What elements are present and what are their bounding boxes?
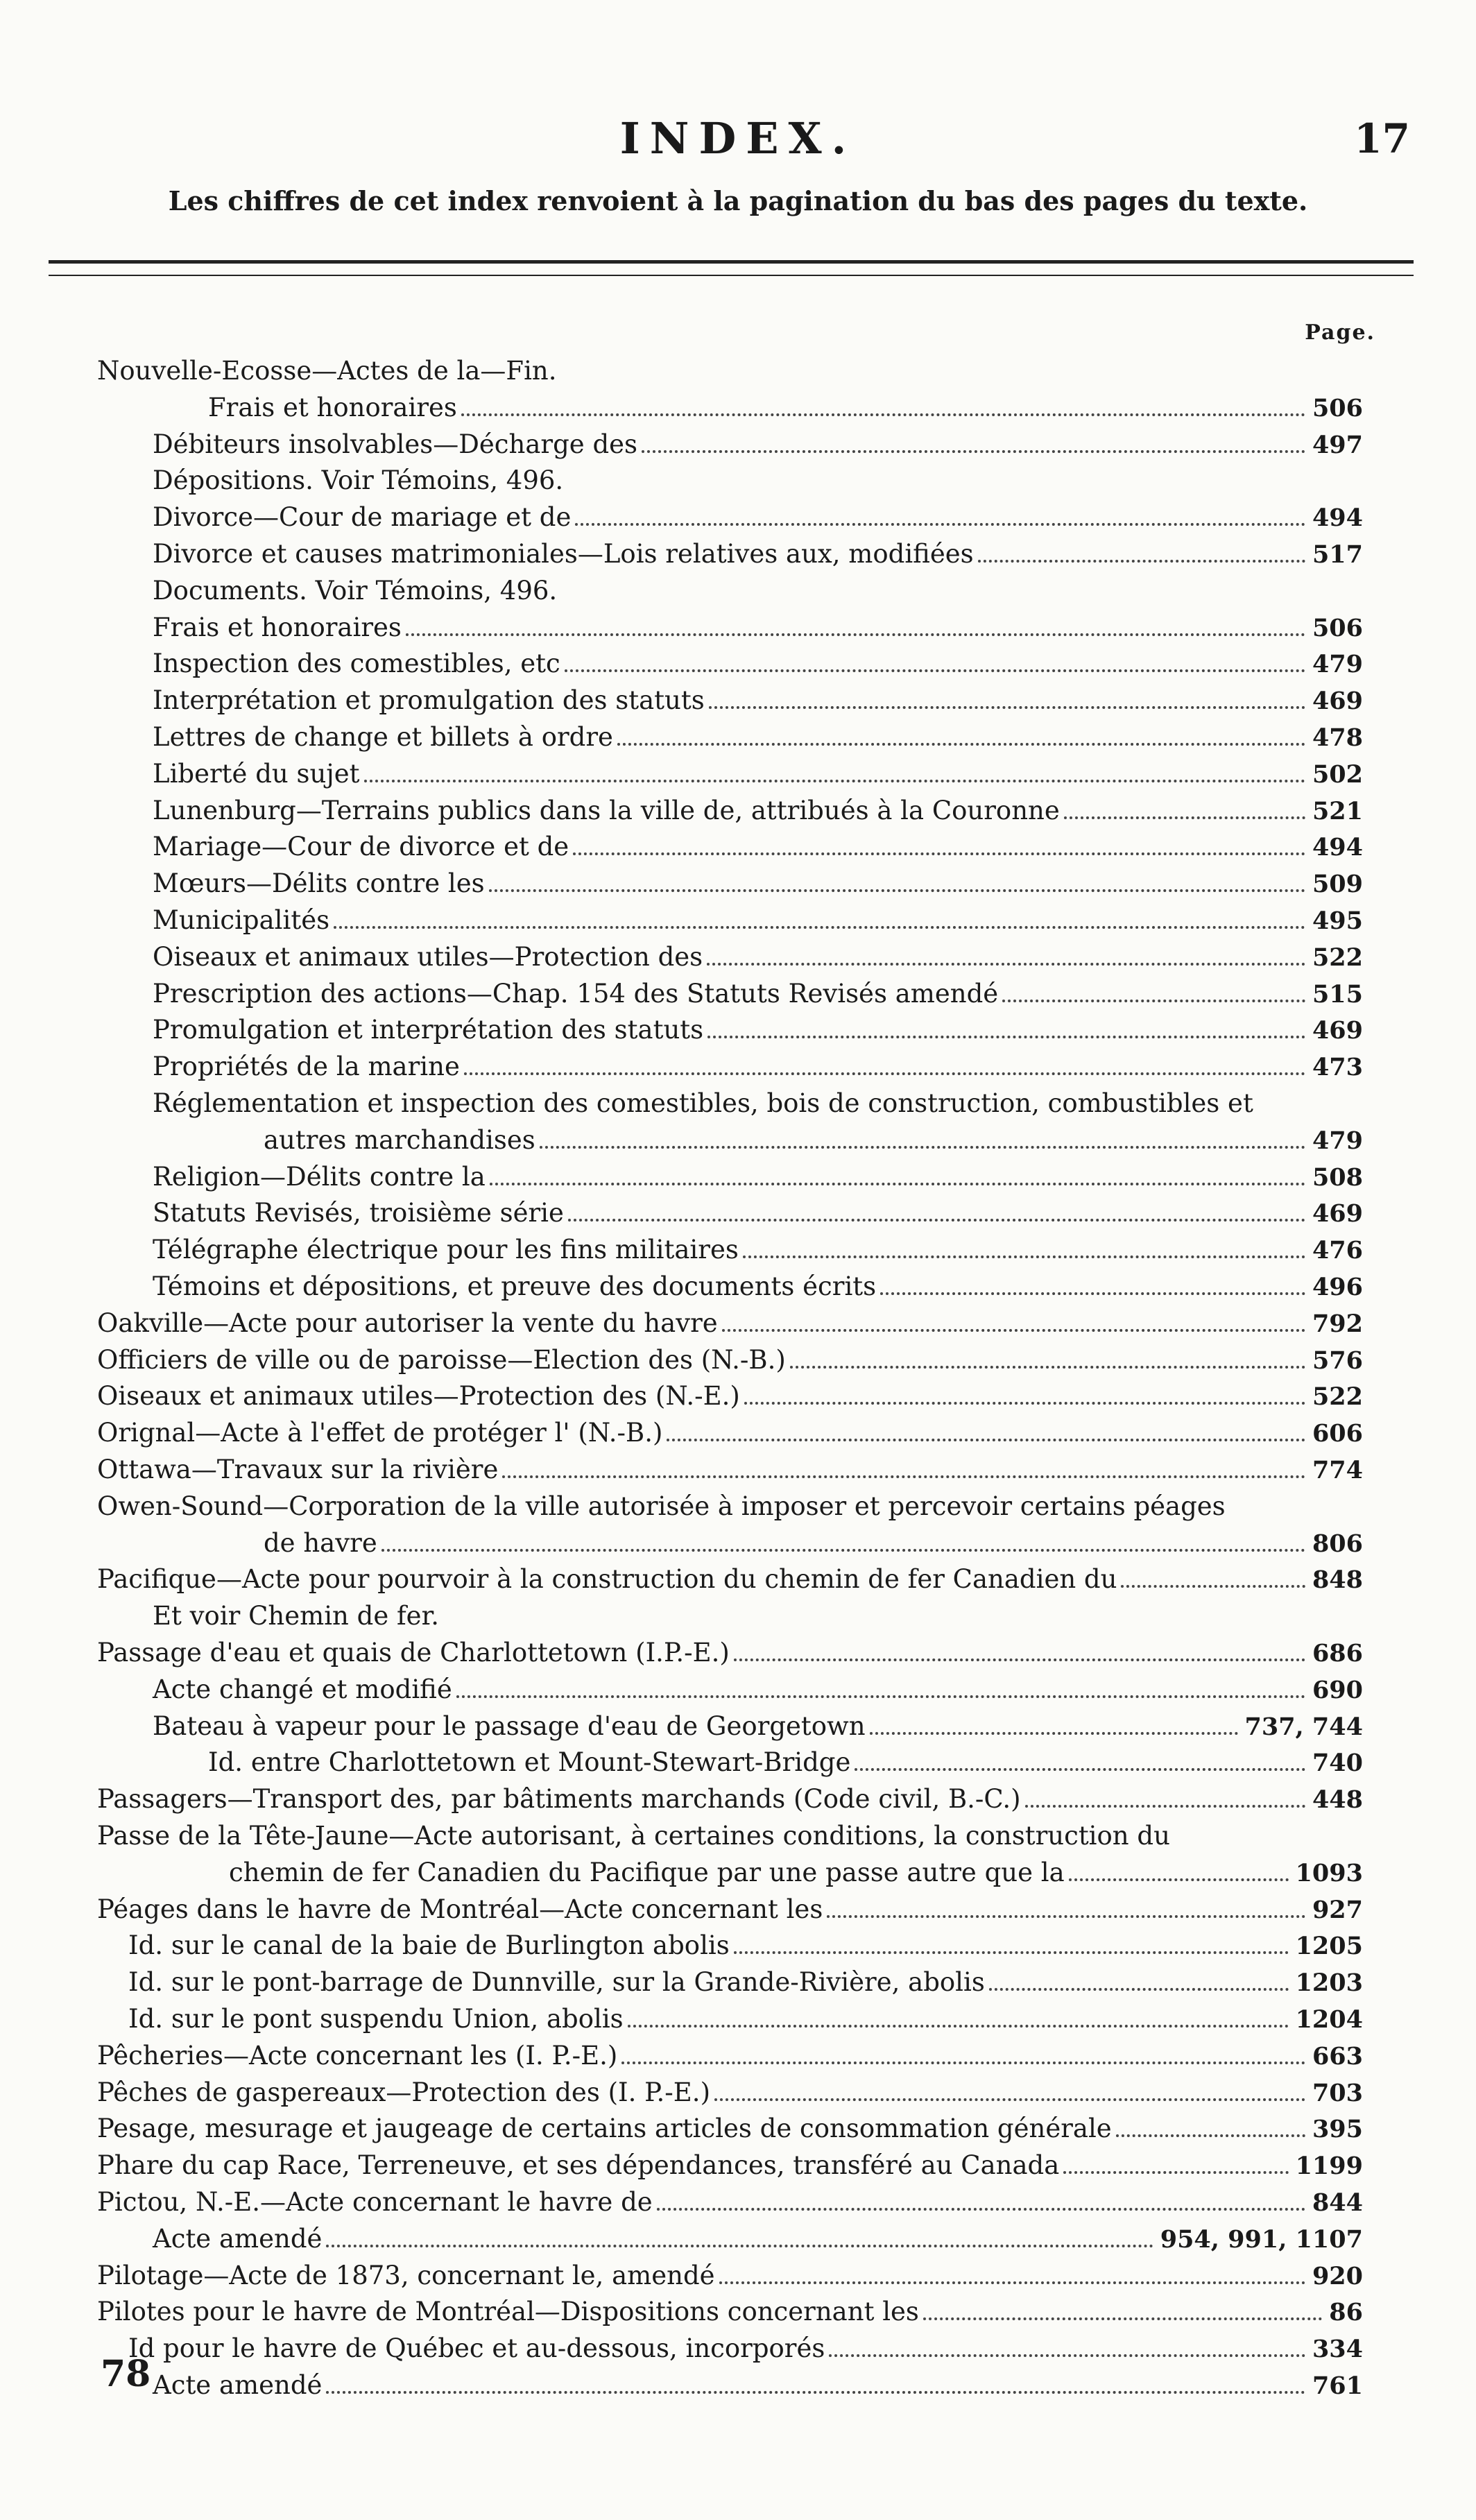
header-rule-thin bbox=[49, 275, 1414, 276]
index-entry-text: Id. sur le pont-barrage de Dunnville, sur la Grande-Rivière, abolis bbox=[128, 1967, 985, 1998]
dot-leader bbox=[364, 780, 1305, 782]
index-entry-page: 690 bbox=[1312, 1675, 1363, 1704]
index-entry-text: Passagers—Transport des, par bâtiments marchands (Code civil, B.-C.) bbox=[97, 1784, 1021, 1815]
index-entry-page: 920 bbox=[1312, 2261, 1363, 2290]
dot-leader bbox=[565, 669, 1305, 672]
index-entry-text: Oakville—Acte pour autoriser la vente du havre bbox=[97, 1308, 718, 1338]
index-entry-page: 469 bbox=[1312, 1016, 1363, 1045]
index-entry-page: 761 bbox=[1312, 2372, 1363, 2400]
index-entry-page: 509 bbox=[1312, 870, 1363, 899]
dot-leader bbox=[744, 1402, 1305, 1405]
index-entry-page: 497 bbox=[1312, 430, 1363, 459]
index-entry-page: 515 bbox=[1312, 979, 1363, 1009]
index-entry-text: Liberté du sujet bbox=[153, 758, 360, 789]
index-entry bbox=[153, 1085, 1363, 1122]
dot-leader bbox=[575, 523, 1305, 526]
dot-leader bbox=[709, 706, 1305, 709]
dot-leader bbox=[568, 1219, 1305, 1222]
dot-leader bbox=[923, 2317, 1322, 2320]
index-entry-page: 496 bbox=[1312, 1273, 1363, 1301]
index-entry-text: Orignal—Acte à l'effet de protéger l' (N.-B.) bbox=[97, 1418, 663, 1448]
index-entry-text: Lettres de change et billets à ordre bbox=[153, 722, 613, 752]
index-entry bbox=[153, 645, 1363, 682]
index-entry-page: 1093 bbox=[1295, 1858, 1363, 1887]
index-entry-text: Inspection des comestibles, etc bbox=[153, 649, 560, 679]
index-entry bbox=[97, 2184, 1363, 2220]
index-entry bbox=[153, 1048, 1363, 1085]
index-entry-page: 473 bbox=[1312, 1053, 1363, 1082]
index-entry-page: 494 bbox=[1312, 504, 1363, 533]
page-number: 17 bbox=[1354, 115, 1410, 162]
index-entry-page: 848 bbox=[1312, 1566, 1363, 1595]
index-entry-text: Municipalités bbox=[153, 905, 330, 935]
index-entry bbox=[97, 2147, 1363, 2184]
index-entry-text: Oiseaux et animaux utiles—Protection des (N.-E.) bbox=[97, 1381, 740, 1412]
index-entry-text: Id. sur le canal de la baie de Burlington abolis bbox=[128, 1930, 730, 1961]
index-entry-text: Religion—Délits contre la bbox=[153, 1161, 486, 1192]
dot-leader bbox=[502, 1475, 1305, 1478]
dot-leader bbox=[461, 413, 1305, 416]
dot-leader bbox=[490, 1183, 1305, 1185]
index-entry bbox=[153, 975, 1363, 1012]
index-entry bbox=[153, 719, 1363, 755]
dot-leader bbox=[1025, 1805, 1305, 1808]
index-entry-page: 927 bbox=[1312, 1895, 1363, 1924]
index-entry-page: 508 bbox=[1312, 1163, 1363, 1192]
index-entry-text: Pilotage—Acte de 1873, concernant le, amendé bbox=[97, 2260, 715, 2290]
index-entry-page: 476 bbox=[1312, 1236, 1363, 1265]
index-entry bbox=[153, 426, 1363, 463]
index-entry bbox=[153, 2367, 1363, 2403]
index-entry-page: 1205 bbox=[1295, 1932, 1363, 1961]
index-entry-text: Interprétation et promulgation des statuts bbox=[153, 685, 705, 716]
index-entry bbox=[97, 1451, 1363, 1488]
dot-leader bbox=[657, 2208, 1305, 2211]
index-entry-page: 663 bbox=[1312, 2041, 1363, 2071]
index-entry-page: 448 bbox=[1312, 1785, 1363, 1815]
dot-leader bbox=[1002, 1000, 1305, 1002]
index-entry-text: Réglementation et inspection des comestibles, bois de construction, combustibles et bbox=[153, 1088, 1253, 1118]
index-entry bbox=[97, 1342, 1363, 1378]
dot-leader bbox=[381, 1549, 1305, 1552]
index-entry-page: 703 bbox=[1312, 2078, 1363, 2107]
index-entry-page: 469 bbox=[1312, 1199, 1363, 1228]
dot-leader bbox=[464, 1072, 1305, 1075]
index-entry-text: Oiseaux et animaux utiles—Protection des bbox=[153, 941, 703, 972]
index-entry bbox=[97, 2293, 1363, 2330]
dot-leader bbox=[790, 1366, 1305, 1369]
index-entry-text: Acte amendé bbox=[153, 2370, 323, 2400]
index-entry-page: 806 bbox=[1312, 1529, 1363, 1558]
dot-leader bbox=[734, 1951, 1289, 1954]
index-entry bbox=[153, 1708, 1363, 1745]
index-entry bbox=[208, 1744, 1363, 1781]
index-entry bbox=[128, 1964, 1363, 2000]
index-entry bbox=[153, 1158, 1363, 1195]
index-entry-text: Documents. Voir Témoins, 496. bbox=[153, 575, 558, 606]
index-entry bbox=[128, 2330, 1363, 2367]
dot-leader bbox=[456, 1695, 1305, 1698]
index-entry-text: Pesage, mesurage et jaugeage de certains articles de consommation générale bbox=[97, 2114, 1112, 2144]
page-subtitle: Les chiffres de cet index renvoient à la pagination du bas des pages du texte. bbox=[168, 185, 1308, 216]
index-entry bbox=[153, 1597, 1363, 1634]
index-entry-page: 506 bbox=[1312, 393, 1363, 422]
dot-leader bbox=[1064, 816, 1305, 819]
index-entry bbox=[153, 572, 1363, 609]
index-entry bbox=[153, 462, 1363, 499]
index-entry bbox=[97, 1378, 1363, 1414]
index-entry-text: Acte changé et modifié bbox=[153, 1674, 452, 1704]
index-entry-page: 686 bbox=[1312, 1639, 1363, 1668]
index-entry bbox=[97, 2074, 1363, 2111]
index-entry-text: Dépositions. Voir Témoins, 496. bbox=[153, 465, 564, 496]
dot-leader bbox=[617, 743, 1305, 746]
index-entry-text: Prescription des actions—Chap. 154 des Statuts Revisés amendé bbox=[153, 978, 999, 1009]
index-entry-text: Officiers de ville ou de paroisse—Election des (N.-B.) bbox=[97, 1344, 786, 1375]
index-entry bbox=[153, 755, 1363, 792]
dot-leader bbox=[642, 450, 1305, 453]
index-entry bbox=[153, 535, 1363, 572]
index-entry-text: Frais et honoraires bbox=[153, 612, 402, 642]
page-header bbox=[0, 111, 1476, 180]
dot-leader bbox=[628, 2025, 1289, 2028]
index-entry-text: Nouvelle-Ecosse—Actes de la—Fin. bbox=[97, 356, 557, 386]
index-entry-text: Id pour le havre de Québec et au-dessous, incorporés bbox=[128, 2333, 825, 2364]
index-entry bbox=[97, 1305, 1363, 1342]
index-entry bbox=[128, 1927, 1363, 1964]
dot-leader bbox=[1069, 1878, 1289, 1881]
index-entry bbox=[97, 2037, 1363, 2074]
index-entry-text: Frais et honoraires bbox=[208, 392, 457, 422]
dot-leader bbox=[714, 2098, 1305, 2101]
index-entry-text: Pacifique—Acte pour pourvoir à la construction du chemin de fer Canadien du bbox=[97, 1564, 1117, 1595]
index-entry-page: 517 bbox=[1312, 540, 1363, 569]
index-entry-text: Et voir Chemin de fer. bbox=[153, 1601, 439, 1631]
index-entry bbox=[153, 1194, 1363, 1231]
index-entry-text: Mœurs—Délits contre les bbox=[153, 868, 485, 899]
index-entry-text: Lunenburg—Terrains publics dans la ville de, attribués à la Couronne bbox=[153, 795, 1060, 825]
index-entry bbox=[128, 2000, 1363, 2037]
index-entry-text: Id. entre Charlottetown et Mount-Stewart-Bridge bbox=[208, 1747, 851, 1778]
dot-leader bbox=[855, 1768, 1305, 1771]
signature-number: 78 bbox=[101, 2353, 151, 2395]
index-entry bbox=[153, 865, 1363, 902]
index-entry-page: 334 bbox=[1312, 2335, 1363, 2364]
index-entry-page: 737, 744 bbox=[1244, 1712, 1363, 1741]
dot-leader bbox=[540, 1146, 1305, 1149]
index-entry bbox=[153, 1268, 1363, 1305]
dot-leader bbox=[573, 852, 1305, 855]
index-entry-page: 469 bbox=[1312, 687, 1363, 716]
dot-leader bbox=[621, 2062, 1305, 2064]
dot-leader bbox=[734, 1658, 1305, 1661]
dot-leader bbox=[978, 560, 1305, 563]
index-entry-text: Péages dans le havre de Montréal—Acte concernant les bbox=[97, 1894, 823, 1924]
index-entry-page: 844 bbox=[1312, 2188, 1363, 2217]
index-entry-text: Divorce et causes matrimoniales—Lois relatives aux, modifiées bbox=[153, 539, 974, 569]
dot-leader bbox=[722, 1329, 1305, 1332]
dot-leader bbox=[707, 963, 1305, 966]
index-entry bbox=[97, 2257, 1363, 2294]
dot-leader bbox=[719, 2281, 1305, 2284]
dot-leader bbox=[1063, 2171, 1288, 2174]
index-entry bbox=[264, 1525, 1363, 1561]
index-entry-text: Acte amendé bbox=[153, 2223, 323, 2254]
index-entry bbox=[97, 1781, 1363, 1817]
index-entry bbox=[229, 1854, 1363, 1891]
dot-leader bbox=[1116, 2134, 1305, 2137]
index-entry-text: Débiteurs insolvables—Décharge des bbox=[153, 429, 638, 459]
index-entry-text: Promulgation et interprétation des statuts bbox=[153, 1015, 704, 1045]
index-entry bbox=[153, 499, 1363, 535]
index-entry-text: Propriétés de la marine bbox=[153, 1052, 460, 1082]
index-entry-page: 1203 bbox=[1295, 1969, 1363, 1998]
index-entry-page: 1199 bbox=[1295, 2152, 1363, 2181]
index-entry-page: 86 bbox=[1329, 2298, 1363, 2327]
dot-leader bbox=[829, 2354, 1305, 2357]
dot-leader bbox=[334, 926, 1305, 929]
dot-leader bbox=[743, 1255, 1305, 1258]
dot-leader bbox=[489, 889, 1305, 892]
index-entry bbox=[97, 1414, 1363, 1451]
index-entry-text: de havre bbox=[264, 1527, 377, 1558]
index-entry bbox=[97, 352, 1363, 389]
dot-leader bbox=[667, 1439, 1305, 1441]
index-entry-page: 740 bbox=[1312, 1749, 1363, 1778]
index-entry-page: 494 bbox=[1312, 833, 1363, 862]
index-entry-text: Owen-Sound—Corporation de la ville autorisée à imposer et percevoir certains péages bbox=[97, 1491, 1226, 1521]
index-entry bbox=[208, 389, 1363, 426]
index-entry bbox=[153, 682, 1363, 719]
index-entry bbox=[153, 792, 1363, 829]
page-title: INDEX. bbox=[619, 113, 857, 164]
index-entry bbox=[97, 1891, 1363, 1928]
dot-leader bbox=[827, 1915, 1305, 1918]
dot-leader bbox=[880, 1292, 1305, 1295]
index-entry-text: Passe de la Tête-Jaune—Acte autorisant, à certaines conditions, la construction du bbox=[97, 1821, 1170, 1851]
index-entry-page: 521 bbox=[1312, 796, 1363, 825]
index-entry bbox=[153, 902, 1363, 938]
index-entry-page: 506 bbox=[1312, 613, 1363, 642]
index-entry-page: 502 bbox=[1312, 760, 1363, 789]
index-entry-page: 495 bbox=[1312, 907, 1363, 935]
header-rule-thick bbox=[49, 260, 1414, 264]
index-entry bbox=[153, 938, 1363, 975]
index-entry bbox=[153, 828, 1363, 865]
index-entry-page: 792 bbox=[1312, 1309, 1363, 1338]
index-entry-text: Pictou, N.-E.—Acte concernant le havre de bbox=[97, 2187, 653, 2217]
index-entry bbox=[153, 1011, 1363, 1048]
index-entry-page: 522 bbox=[1312, 1382, 1363, 1412]
index-entry bbox=[153, 2220, 1363, 2257]
index-entry-text: Bateau à vapeur pour le passage d'eau de Georgetown bbox=[153, 1711, 866, 1741]
index-entry-text: Id. sur le pont suspendu Union, abolis bbox=[128, 2004, 624, 2034]
dot-leader bbox=[1121, 1585, 1305, 1588]
index-entry-page: 479 bbox=[1312, 1126, 1363, 1155]
index-entry-text: Statuts Revisés, troisième série bbox=[153, 1198, 564, 1228]
dot-leader bbox=[707, 1036, 1305, 1038]
index-entry bbox=[97, 1488, 1363, 1525]
index-entry bbox=[153, 609, 1363, 646]
index-entry-text: chemin de fer Canadien du Pacifique par une passe autre que la bbox=[229, 1857, 1065, 1887]
index-entry-text: Ottawa—Travaux sur la rivière bbox=[97, 1455, 499, 1484]
index-entry-text: Témoins et dépositions, et preuve des documents écrits bbox=[153, 1271, 877, 1301]
index-entry-page: 395 bbox=[1312, 2115, 1363, 2144]
index-entry-page: 478 bbox=[1312, 723, 1363, 752]
index-entry-text: Divorce—Cour de mariage et de bbox=[153, 502, 572, 533]
index-entry bbox=[97, 2110, 1363, 2147]
index-entry bbox=[97, 1561, 1363, 1597]
dot-leader bbox=[989, 1988, 1289, 1991]
index-entry-text: autres marchandises bbox=[264, 1124, 535, 1155]
index-entry bbox=[97, 1817, 1363, 1854]
index-entry-page: 576 bbox=[1312, 1346, 1363, 1375]
index-entry bbox=[97, 1634, 1363, 1671]
index-entry-text: Phare du cap Race, Terreneuve, et ses dépendances, transféré au Canada bbox=[97, 2150, 1060, 2181]
index-entry-page: 954, 991, 1107 bbox=[1160, 2225, 1363, 2254]
index-entry-text: Passage d'eau et quais de Charlottetown (I.P.-E.) bbox=[97, 1638, 730, 1668]
index-entry-text: Pilotes pour le havre de Montréal—Dispositions concernant les bbox=[97, 2297, 919, 2327]
page-column-label: Page. bbox=[1305, 320, 1375, 345]
index-entry bbox=[153, 1231, 1363, 1268]
dot-leader bbox=[326, 2391, 1305, 2394]
index-entry-page: 1204 bbox=[1295, 2005, 1363, 2034]
index-entry-page: 606 bbox=[1312, 1419, 1363, 1448]
index-entry-page: 774 bbox=[1312, 1456, 1363, 1484]
index-entry-text: Pêcheries—Acte concernant les (I. P.-E.) bbox=[97, 2040, 618, 2071]
index-entry-text: Pêches de gaspereaux—Protection des (I. P.-E.) bbox=[97, 2077, 711, 2107]
index-entry-text: Télégraphe électrique pour les fins militaires bbox=[153, 1235, 739, 1265]
dot-leader bbox=[870, 1732, 1238, 1735]
index-entry bbox=[264, 1122, 1363, 1158]
index-entry-page: 522 bbox=[1312, 943, 1363, 972]
index-entry bbox=[153, 1671, 1363, 1708]
dot-leader bbox=[406, 633, 1305, 636]
index-entry-text: Mariage—Cour de divorce et de bbox=[153, 832, 569, 862]
dot-leader bbox=[326, 2245, 1153, 2247]
index-entry-page: 479 bbox=[1312, 650, 1363, 679]
